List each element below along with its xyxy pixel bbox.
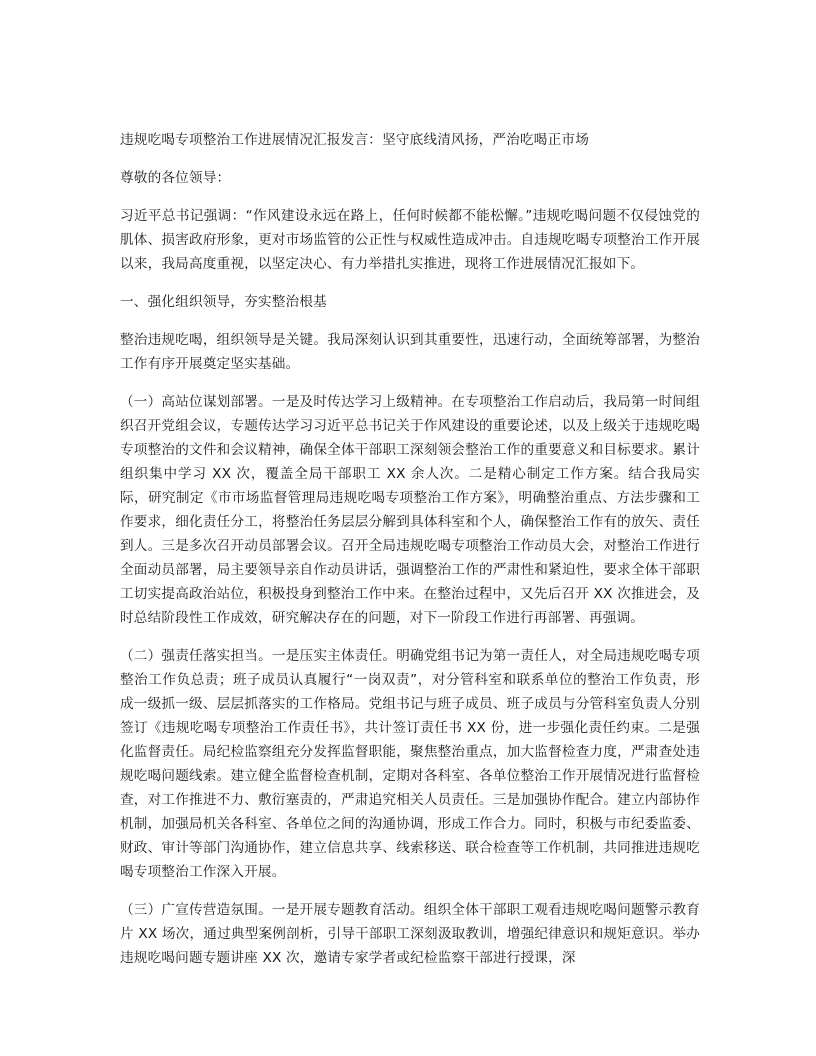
section-heading-1: 一、强化组织领导，夯实整治根基	[120, 294, 327, 310]
section-intro-paragraph: 整治违规吃喝，组织领导是关键。我局深刻认识到其重要性，迅速行动，全面统筹部署，为整治工作有序开展奠定坚实基础。	[120, 332, 700, 372]
subsection-1-paragraph: （一）高站位谋划部署。一是及时传达学习上级精神。在专项整治工作启动后，我局第一时间组织召开党组会议，专题传达学习习近平总书记关于作风建设的重要论述，以及上级关于违规吃喝专项整治的文件和会议精神，确保全体干部职工深刻领会整治工作的重要意义和目标要求。累计组织集中学习 XX 次，覆盖全局干部职工 XX 余人次。二是精心制定工作方案。结合我局实际，研究制定《市市场监督管理局违规吃喝专项整治工作方案》，明确整治重点、方法步骤和工作要求，细化责任分工，将整治任务层层分解到具体科室和个人，确保整治工作有的放矢、责任到人。三是多次召开动员部署会议。召开全局违规吃喝专项整治工作动员大会，对整治工作进行全面动员部署，局主要领导亲自作动员讲话，强调整治工作的严肃性和紧迫性，要求全体干部职工切实提高政治站位，积极投身到整治工作中来。在整治过程中，又先后召开 XX 次推进会，及时总结阶段性工作成效，研究解决存在的问题，对下一阶段工作进行再部署、再强调。	[120, 394, 700, 626]
subsection-2-paragraph: （二）强责任落实担当。一是压实主体责任。明确党组书记为第一责任人，对全局违规吃喝专项整治工作负总责；班子成员认真履行“一岗双责”，对分管科室和联系单位的整治工作负责，形成一级抓一级、层层抓落实的工作格局。党组书记与班子成员、班子成员与分管科室负责人分别签订《违规吃喝专项整治工作责任书》，共计签订责任书 XX 份，进一步强化责任约束。二是强化监督责任。局纪检监察组充分发挥监督职能，聚焦整治重点，加大监督检查力度，严肃查处违规吃喝问题线索。建立健全监督检查机制，定期对各科室、各单位整治工作开展情况进行监督检查，对工作推进不力、敷衍塞责的，严肃追究相关人员责任。三是加强协作配合。建立内部协作机制，加强局机关各科室、各单位之间的沟通协调，形成工作合力。同时，积极与市纪委监委、财政、审计等部门沟通协作，建立信息共享、线索移送、联合检查等工作机制，共同推进违规吃喝专项整治工作深入开展。	[120, 648, 700, 880]
subsection-3-paragraph: （三）广宣传营造氛围。一是开展专题教育活动。组织全体干部职工观看违规吃喝问题警示教育片 XX 场次，通过典型案例剖析，引导干部职工深刻汲取教训，增强纪律意识和规矩意识。举办违规吃喝问题专题讲座 XX 次，邀请专家学者或纪检监察干部进行授课，深	[120, 902, 700, 966]
intro-paragraph: 习近平总书记强调：“作风建设永远在路上，任何时候都不能松懈。”违规吃喝问题不仅侵蚀党的肌体、损害政府形象，更对市场监管的公正性与权威性造成冲击。自违规吃喝专项整治工作开展以来，我局高度重视，以坚定决心、有力举措扎实推进，现将工作进展情况汇报如下。	[120, 208, 700, 272]
salutation: 尊敬的各位领导：	[120, 170, 231, 186]
document-title: 违规吃喝专项整治工作进展情况汇报发言：坚守底线清风扬，严治吃喝正市场	[120, 132, 589, 148]
document-page	[120, 128, 700, 970]
